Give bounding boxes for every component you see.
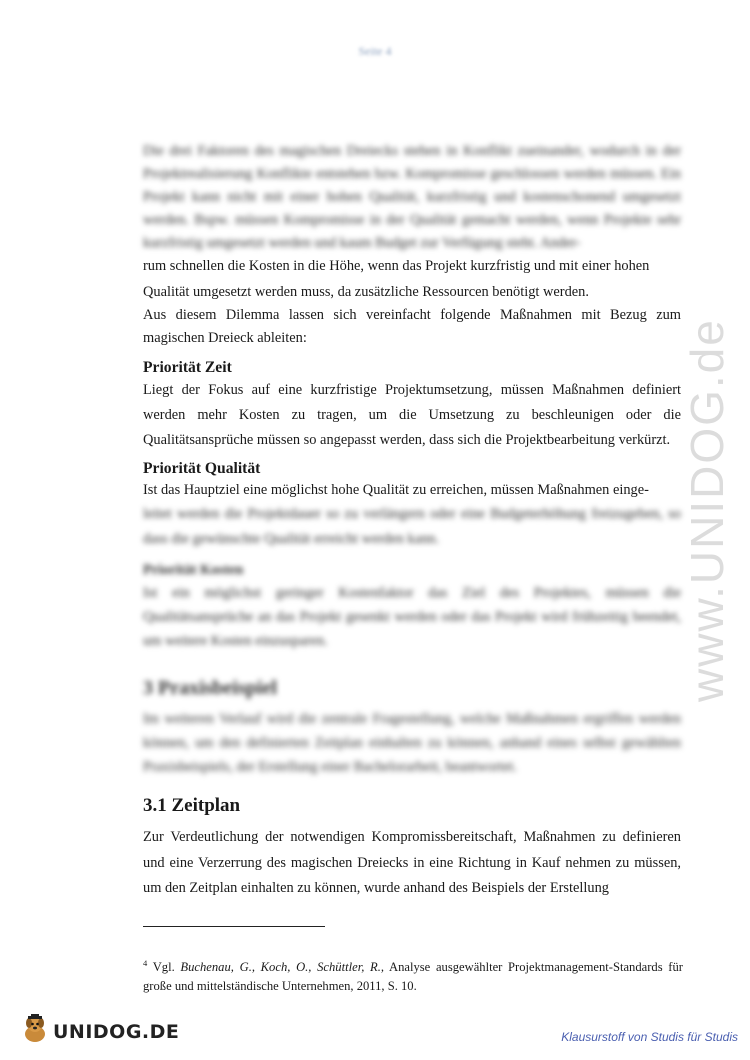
intro-line-2: Qualität umgesetzt werden muss, da zusätzliche Ressourcen benötigt werden.	[143, 284, 589, 300]
section-3-1-text: Zur Verdeutlichung der notwendigen Kompromissbereitschaft, Maßnahmen zu definieren und eine Verzerrung des magischen Dreiecks in eine Richtung in Kauf nehmen zu müssen, um den Zeitplan einhalten zu können, wurde anhand des Beispiels der Erstellung	[143, 829, 681, 896]
dilemma-paragraph: Aus diesem Dilemma lassen sich vereinfacht folgende Maßnahmen mit Bezug zum magischen Dreieck ableiten:	[143, 307, 681, 346]
logo-text: UNIDOG.DE	[53, 1020, 180, 1043]
intro-line-1: rum schnellen die Kosten in die Höhe, wenn das Projekt kurzfristig und mit einer hohen	[143, 258, 650, 274]
prioritaet-qualitaet-line-1: Ist das Hauptziel eine möglichst hohe Qualität zu erreichen, müssen Maßnahmen einge-	[143, 482, 649, 498]
heading-prioritaet-zeit: Priorität Zeit	[143, 359, 232, 376]
prioritaet-qualitaet-blurred: leitet werden die Projektdauer so zu verlängern oder eine Budgeterhöhung freizugeben, so dass die gewünschte Qualität erreicht werden kann.	[143, 506, 681, 547]
intro-paragraph-blurred: Die drei Faktoren des magischen Dreiecks stehen in Konflikt zueinander, wodurch in der Projektrealisierung Konflikte entstehen bzw. Kompromisse geschlossen werden müssen. Ein Projekt kann nicht mit einer hohen Qualität, kurzfristig und kostenschonend umgesetzt werden. Bspw. müssen Kompromisse in der Qualität gemacht werden, wenn Projekte sehr kurzfristig umgesetzt werden und kaum Budget zur Verfügung steht. Ander-	[143, 143, 681, 251]
chapter-3-heading: 3 Praxisbeispiel	[143, 677, 277, 699]
footnote-text: Analyse ausgewählter Projektmanagement-Standards für große und mittelständische Unternehmen, 2011, S. 10.	[143, 960, 683, 994]
footnote	[143, 954, 683, 996]
prioritaet-kosten-text: Ist ein möglichst geringer Kostenfaktor das Ziel des Projektes, müssen die Qualitätsansprüche an das Projekt gesenkt werden oder das Projekt wird frühzeitig beendet, um weitere Kosten einzusparen.	[143, 585, 681, 649]
heading-prioritaet-qualitaet: Priorität Qualität	[143, 460, 261, 477]
footnote-authors: Buchenau, G., Koch, O., Schüttler, R.,	[180, 960, 385, 975]
chapter-3-text: Im weiteren Verlauf wird die zentrale Fragestellung, welche Maßnahmen ergriffen werden können, um den definierten Zeitplan einhalten zu können, anhand eines selbst gewählten Praxisbeispiels, der Erstellung einer Bachelorarbeit, beantwortet.	[143, 711, 681, 775]
unidog-logo[interactable]	[20, 1014, 179, 1049]
footnote-prefix: Vgl.	[152, 960, 175, 975]
tagline: Klausurstoff von Studis für Studis	[561, 1030, 738, 1044]
heading-prioritaet-kosten: Priorität Kosten	[143, 562, 244, 578]
watermark: www.UNIDOG.de	[681, 318, 733, 702]
dog-mascot-icon	[20, 1014, 50, 1049]
section-3-1-heading: 3.1 Zeitplan	[143, 795, 241, 816]
document-body	[143, 140, 681, 902]
page-header: Seite 4	[358, 44, 392, 58]
prioritaet-zeit-text: Liegt der Fokus auf eine kurzfristige Projektumsetzung, müssen Maßnahmen definiert werden mehr Kosten zu tragen, um die Umsetzung zu beschleunigen oder die Qualitätsansprüche müssen so angepasst werden, dass sich die Projektbearbeitung verkürzt.	[143, 382, 681, 448]
footnote-number: 4	[143, 958, 148, 968]
footnote-rule	[143, 926, 325, 927]
